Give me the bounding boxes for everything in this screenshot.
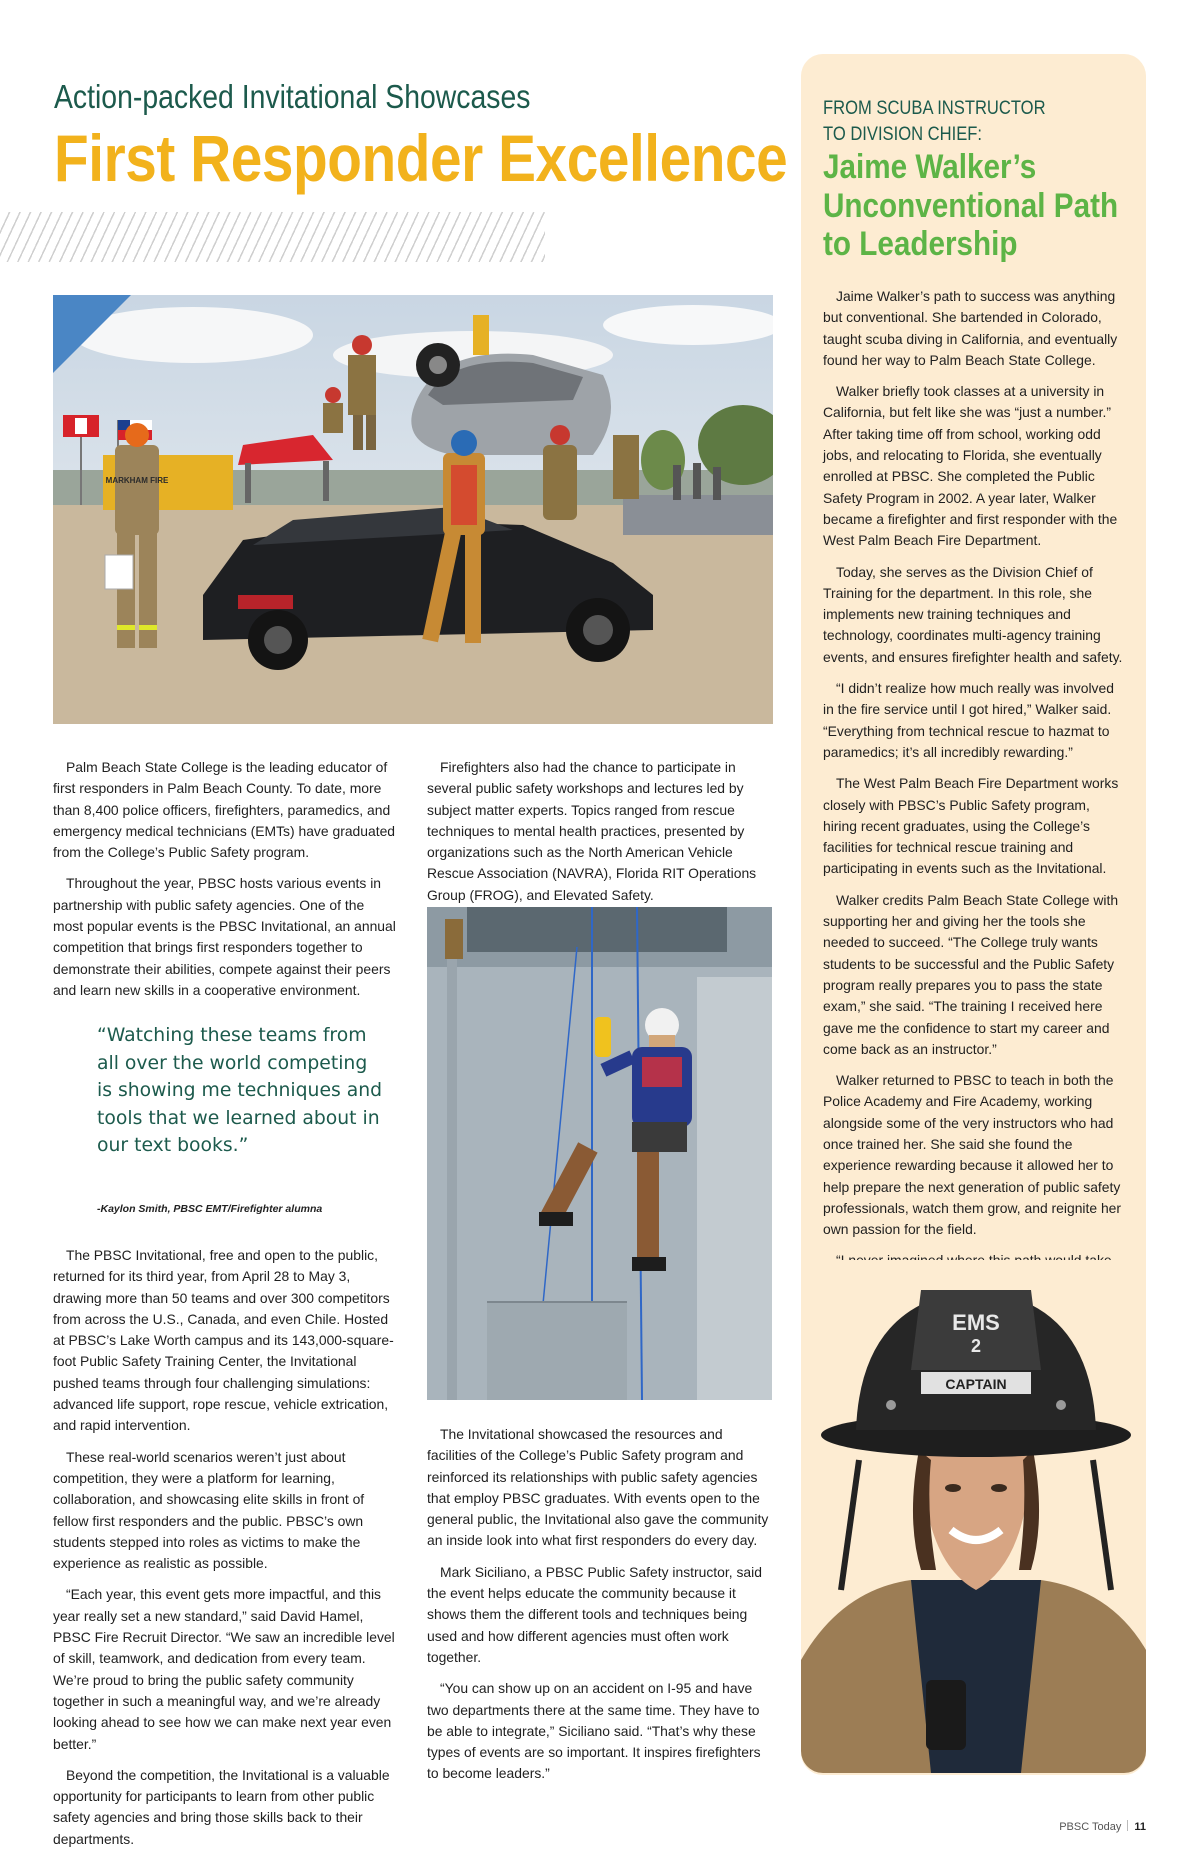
pull-quote-attribution: -Kaylon Smith, PBSC EMT/Firefighter alumna (97, 1203, 323, 1215)
sidebar-paragraph: “I didn’t realize how much really was involved in the fire service until I got hired,” Walker said. “Everything from technical rescue to hazmat to paramedics; it’s all incredibly rewarding.” (823, 680, 1114, 760)
sidebar-title-line: Unconventional Path (823, 186, 1119, 225)
sidebar-paragraph: Jaime Walker’s path to success was anything but conventional. She bartended in Colorado, taught scuba diving in California, and eventually found her way to Palm Beach State College. (823, 288, 1118, 368)
sidebar-paragraph: Walker credits Palm Beach State College with supporting her and giving her the tools she needed to succeed. “The College truly wants students to be successful and the Public Safety program really prepares you to pass the state exam,” she said. “The training I received here gave me the confidence to start my career and come back as an instructor.” (823, 891, 1119, 1057)
sidebar-paragraph: Walker briefly took classes at a university in California, but felt like she was “just a number.” After taking time off from school, working odd jobs, and relocating to Florida, she eventually enrolled at PBSC. She completed the Public Safety Program in 2002. A year later, Walker became a firefighter and first responder with the West Palm Beach Fire Department. (823, 383, 1118, 549)
body-paragraph: The PBSC Invitational, free and open to the public, returned for its third year, from April 28 to May 3, drawing more than 50 teams and over 300 competitors from across the U.S., Canada, and even Chile. Hosted at PBSC’s Lake Worth campus and its 143,000-square-foot Public Safety Training Center, the Invitational pushed teams through four challenging simulations: advanced life support, rope rescue, vehicle extrication, and rapid intervention. (53, 1247, 394, 1434)
body-paragraph: Palm Beach State College is the leading educator of first responders in Palm Beach County. To date, more than 8,400 police officers, firefighters, paramedics, and emergency medical technicians (EMTs) have graduated from the College’s Public Safety program. (53, 759, 396, 861)
footer-divider (1127, 1820, 1128, 1831)
vest-lettering: MARKHAM FIRE (105, 476, 169, 485)
page-number: 11 (1134, 1821, 1146, 1833)
body-paragraph: Throughout the year, PBSC hosts various events in partnership with public safety agencies. One of the most popular events is the PBSC Invitational, an annual competition that brings first responders together to demonstrate their abilities, compete against their peers and learn new skills in a cooperative environment. (53, 875, 396, 998)
sidebar-paragraph: The West Palm Beach Fire Department works closely with PBSC’s Public Safety program, hiring recent graduates, using the College’s facilities for technical rescue training and participating in events such as the Invitational. (823, 775, 1119, 877)
sidebar-kicker-line: TO DIVISION CHIEF: (823, 123, 983, 145)
body-paragraph: “You can show up on an accident on I-95 and have two departments there at the same time. They have to be able to integrate,” Siciliano said. “That’s why these types of events are so important. It inspires firefighters to become leaders.” (427, 1680, 761, 1782)
body-paragraph: The Invitational showcased the resources and facilities of the College’s Public Safety program and reinforced its relationships with public safety agencies that employ PBSC graduates. With events open to the general public, the Invitational also gave the community an inside look into what first responders do every day. (427, 1426, 769, 1549)
article-column-2-top (427, 757, 774, 916)
jaime-walker-portrait (801, 1260, 1146, 1773)
page-footer (1059, 1820, 1146, 1833)
article-column-2-bottom (427, 1424, 774, 1795)
rope-rescue-photo (427, 907, 772, 1400)
pull-quote: “Watching these teams from all over the world competing is showing me techniques and tools that we learned about in our text books.” (97, 1025, 383, 1156)
body-paragraph: Mark Siciliano, a PBSC Public Safety instructor, said the event helps educate the community because it shows them the different tools and techniques being used and how different agencies must often work together. (427, 1563, 762, 1665)
sidebar-kicker (823, 95, 1095, 147)
body-paragraph: Firefighters also had the chance to participate in several public safety workshops and lectures led by subject matter experts. Topics ranged from rescue techniques to mental health practices, presented by organizations such as the North American Vehicle Rescue Association (NAVRA), Florida RIT Operations Group (FROG), and Elevated Safety. (427, 759, 757, 903)
sidebar-title-line: Jaime Walker’s (823, 148, 1037, 186)
body-paragraph: Beyond the competition, the Invitational is a valuable opportunity for participants to learn from other public safety agencies and bring those skills back to their departments. (53, 1766, 390, 1847)
decorative-hatch-band (0, 212, 545, 262)
sidebar-paragraph: Today, she serves as the Division Chief of Training for the department. In this role, she implements new training techniques and technology, coordinates multi-agency training events, and ensures firefighter health and safety. (823, 563, 1123, 665)
helmet-rank-badge: CAPTAIN (945, 1376, 1007, 1392)
section-kicker: Action-packed Invitational Showcases (54, 78, 531, 115)
article-column-1-top (53, 757, 396, 1011)
helmet-shield-text: EMS (952, 1310, 1000, 1335)
article-column-1-bottom (53, 1245, 396, 1855)
publication-name: PBSC Today (1059, 1821, 1122, 1833)
vehicle-extrication-photo (53, 295, 773, 724)
body-paragraph: These real-world scenarios weren’t just about competition, they were a platform for learning, collaboration, and showcasing elite skills in front of fellow first responders and the public. PBSC’s own students stepped into roles as victims to make the experience as realistic as possible. (53, 1448, 365, 1572)
sidebar-kicker-line: FROM SCUBA INSTRUCTOR (823, 97, 1046, 119)
helmet-number: 2 (970, 1336, 982, 1356)
sidebar-paragraph: Walker returned to PBSC to teach in both the Police Academy and Fire Academy, working alongside some of the very instructors who had once trained her. She said she found the experience rewarding because it allowed her to help prepare the next generation of public safety professionals, watch them grow, and reignite her own passion for the field. (823, 1072, 1122, 1238)
body-paragraph: “Each year, this event gets more impactful, and this year really set a new standard,” said David Hamel, PBSC Fire Recruit Director. “We saw an incredible level of skill, teamwork, and dedication from every team. We’re proud to bring the public safety community together in such a meaningful way, and we’re already looking ahead to see how we can make next year even better.” (53, 1586, 395, 1752)
sidebar-title-line: to Leadership (823, 225, 1018, 263)
sidebar-title (823, 148, 1119, 264)
sidebar-body (823, 286, 1123, 1324)
page-headline: First Responder Excellence (54, 121, 788, 195)
